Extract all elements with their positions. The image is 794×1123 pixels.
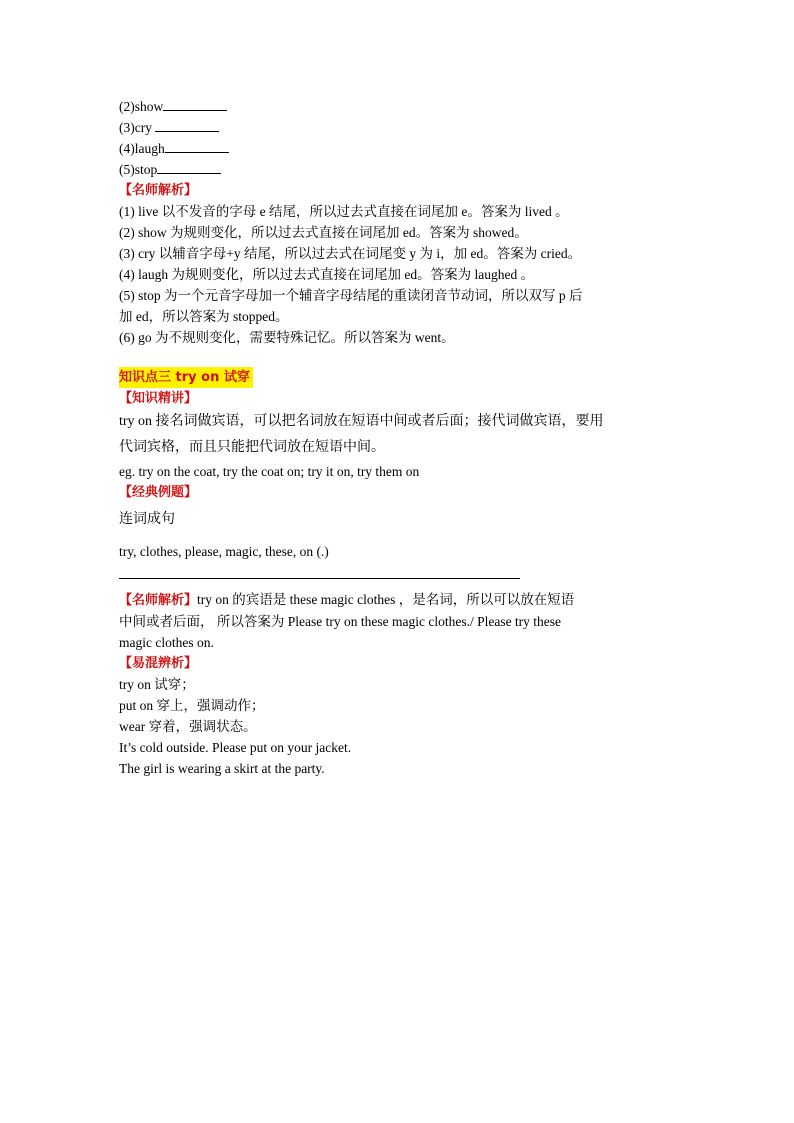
answer-line	[119, 578, 520, 579]
explain-line: 代词宾格，而且只能把代词放在短语中间。	[119, 440, 385, 455]
analysis-line: (2) show 为规则变化，所以过去式直接在词尾加 ed。答案为 showed。	[119, 225, 528, 240]
confusion-line: wear 穿着，强调状态。	[119, 719, 257, 734]
example-sentence: eg. try on the coat, try the coat on; try it on, try them on	[119, 464, 420, 479]
analysis2-line: try on 的宾语是 these magic clothes ，是名词，所以可以放在短语	[197, 592, 575, 607]
analysis-line: (5) stop 为一个元音字母加一个辅音字母结尾的重读闭音节动词，所以双写 p 后	[119, 288, 583, 303]
analysis-line: (3) cry 以辅音字母+y 结尾，所以过去式在词尾变 y 为 i，加 ed。答案为 cried。	[119, 246, 582, 261]
answer-blank	[155, 117, 219, 132]
analysis2-line: 中间或者后面， 所以答案为 Please try on these magic clothes./ Please try these	[119, 614, 562, 629]
analysis-line: (1) live 以不发音的字母 e 结尾，所以过去式直接在词尾加 e。答案为 lived 。	[119, 204, 569, 219]
exercise-item	[119, 117, 679, 138]
exercise-item	[119, 96, 679, 117]
analysis-body	[119, 201, 679, 348]
confusion-body	[119, 674, 679, 779]
confusion-line: put on 穿上，强调动作；	[119, 698, 265, 713]
exercise-label: (4)laugh	[119, 141, 165, 156]
confusion-line: try on 试穿；	[119, 677, 195, 692]
task-instruction: 连词成句	[119, 512, 175, 527]
explain-heading: 【知识精讲】	[119, 391, 198, 406]
document-page	[119, 96, 679, 779]
confusion-line: It’s cold outside. Please put on your jacket.	[119, 740, 352, 755]
exercise-item	[119, 138, 679, 159]
analysis2-heading: 【名师解析】	[119, 593, 198, 608]
analysis-line: (6) go 为不规则变化，需要特殊记忆。所以答案为 went。	[119, 330, 455, 345]
exercise-list	[119, 96, 679, 180]
word-list: try, clothes, please, magic, these, on (.)	[119, 544, 329, 559]
exercise-label: (3)cry	[119, 120, 156, 135]
example-heading: 【经典例题】	[119, 485, 198, 500]
section-title: 知识点三 try on 试穿	[119, 367, 253, 388]
analysis2-line: magic clothes on.	[119, 635, 214, 650]
analysis-line: (4) laugh 为规则变化，所以过去式直接在词尾加 ed。答案为 laughed 。	[119, 267, 535, 282]
analysis-heading: 【名师解析】	[119, 183, 198, 198]
answer-blank	[165, 138, 229, 153]
explain-line: try on 接名词做宾语，可以把名词放在短语中间或者后面；接代词做宾语，要用	[119, 414, 604, 429]
analysis-line: 加 ed，所以答案为 stopped。	[119, 309, 289, 324]
exercise-label: (5)stop	[119, 162, 158, 177]
exercise-item	[119, 159, 679, 180]
analysis2-block	[119, 589, 679, 653]
answer-blank	[157, 159, 221, 174]
answer-blank	[163, 96, 227, 111]
confusion-heading: 【易混辨析】	[119, 656, 198, 671]
confusion-line: The girl is wearing a skirt at the party.	[119, 761, 325, 776]
exercise-label: (2)show	[119, 99, 164, 114]
